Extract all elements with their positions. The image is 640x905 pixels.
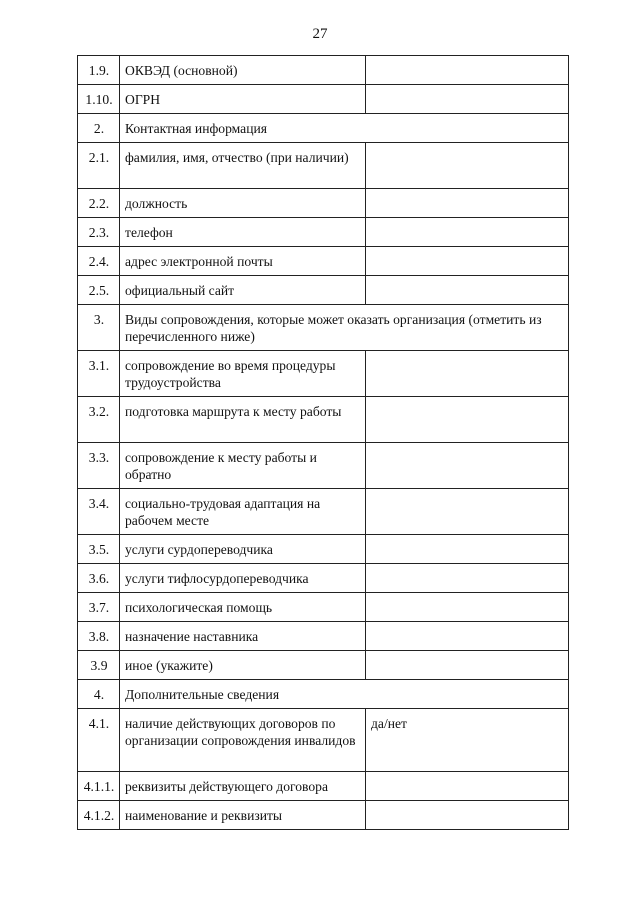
row-number: 2.2. — [78, 189, 120, 218]
row-value-field[interactable] — [366, 593, 569, 622]
section-number: 4. — [78, 680, 120, 709]
table-row — [78, 622, 569, 651]
table-row — [78, 397, 569, 443]
row-value-field[interactable] — [366, 247, 569, 276]
section-number: 3. — [78, 305, 120, 351]
row-number: 3.6. — [78, 564, 120, 593]
row-number: 1.9. — [78, 56, 120, 85]
row-value-field[interactable] — [366, 189, 569, 218]
row-label: официальный сайт — [120, 276, 366, 305]
table-row — [78, 351, 569, 397]
row-number: 4.1.2. — [78, 801, 120, 830]
table-row — [78, 772, 569, 801]
page-number: 27 — [312, 26, 328, 42]
table-row — [78, 143, 569, 189]
row-label: ОКВЭД (основной) — [120, 56, 366, 85]
row-number: 3.8. — [78, 622, 120, 651]
table-row — [78, 651, 569, 680]
row-value-field[interactable] — [366, 535, 569, 564]
row-value-field[interactable] — [366, 276, 569, 305]
row-label: социально-трудовая адаптация на рабочем месте — [120, 489, 366, 535]
row-label: услуги сурдопереводчика — [120, 535, 366, 564]
row-value-field[interactable] — [366, 143, 569, 189]
table-row — [78, 247, 569, 276]
section-title: Дополнительные сведения — [120, 680, 569, 709]
row-number: 2.5. — [78, 276, 120, 305]
row-number: 2.3. — [78, 218, 120, 247]
row-label: сопровождение во время процедуры трудоустройства — [120, 351, 366, 397]
row-number: 2.4. — [78, 247, 120, 276]
table-row — [78, 56, 569, 85]
row-label: реквизиты действующего договора — [120, 772, 366, 801]
row-value-field[interactable] — [366, 651, 569, 680]
row-number: 2.1. — [78, 143, 120, 189]
form-table — [77, 55, 569, 830]
row-value-field[interactable] — [366, 218, 569, 247]
row-label: услуги тифлосурдопереводчика — [120, 564, 366, 593]
row-value-field[interactable] — [366, 772, 569, 801]
table-row — [78, 709, 569, 772]
row-label: наименование и реквизиты — [120, 801, 366, 830]
table-row — [78, 801, 569, 830]
section-title: Контактная информация — [120, 114, 569, 143]
table-row — [78, 593, 569, 622]
table-row — [78, 535, 569, 564]
row-value-field[interactable] — [366, 564, 569, 593]
row-number: 3.3. — [78, 443, 120, 489]
row-value-field[interactable] — [366, 622, 569, 651]
row-value-field[interactable] — [366, 489, 569, 535]
section-header-row — [78, 114, 569, 143]
row-value-field[interactable] — [366, 85, 569, 114]
row-label: должность — [120, 189, 366, 218]
row-value-field[interactable] — [366, 801, 569, 830]
row-number: 4.1.1. — [78, 772, 120, 801]
row-value-field[interactable] — [366, 397, 569, 443]
row-number: 3.9 — [78, 651, 120, 680]
section-header-row — [78, 305, 569, 351]
row-label: фамилия, имя, отчество (при наличии) — [120, 143, 366, 189]
table-row — [78, 218, 569, 247]
row-number: 3.4. — [78, 489, 120, 535]
row-label: телефон — [120, 218, 366, 247]
row-label: психологическая помощь — [120, 593, 366, 622]
row-value-field[interactable] — [366, 56, 569, 85]
row-label: назначение наставника — [120, 622, 366, 651]
row-number: 3.5. — [78, 535, 120, 564]
row-number: 4.1. — [78, 709, 120, 772]
row-label: ОГРН — [120, 85, 366, 114]
table-row — [78, 564, 569, 593]
row-value-field[interactable] — [366, 351, 569, 397]
row-label: иное (укажите) — [120, 651, 366, 680]
row-number: 3.1. — [78, 351, 120, 397]
row-label: наличие действующих договоров по организации сопровождения инвалидов — [120, 709, 366, 772]
section-number: 2. — [78, 114, 120, 143]
row-value-field[interactable]: да/нет — [366, 709, 569, 772]
row-value-field[interactable] — [366, 443, 569, 489]
row-label: подготовка маршрута к месту работы — [120, 397, 366, 443]
row-number: 1.10. — [78, 85, 120, 114]
table-row — [78, 276, 569, 305]
row-label: сопровождение к месту работы и обратно — [120, 443, 366, 489]
row-number: 3.7. — [78, 593, 120, 622]
section-header-row — [78, 680, 569, 709]
section-title: Виды сопровождения, которые может оказать организация (отметить из перечисленного ниже) — [120, 305, 569, 351]
row-number: 3.2. — [78, 397, 120, 443]
row-label: адрес электронной почты — [120, 247, 366, 276]
table-row — [78, 443, 569, 489]
table-row — [78, 85, 569, 114]
table-row — [78, 489, 569, 535]
table-row — [78, 189, 569, 218]
